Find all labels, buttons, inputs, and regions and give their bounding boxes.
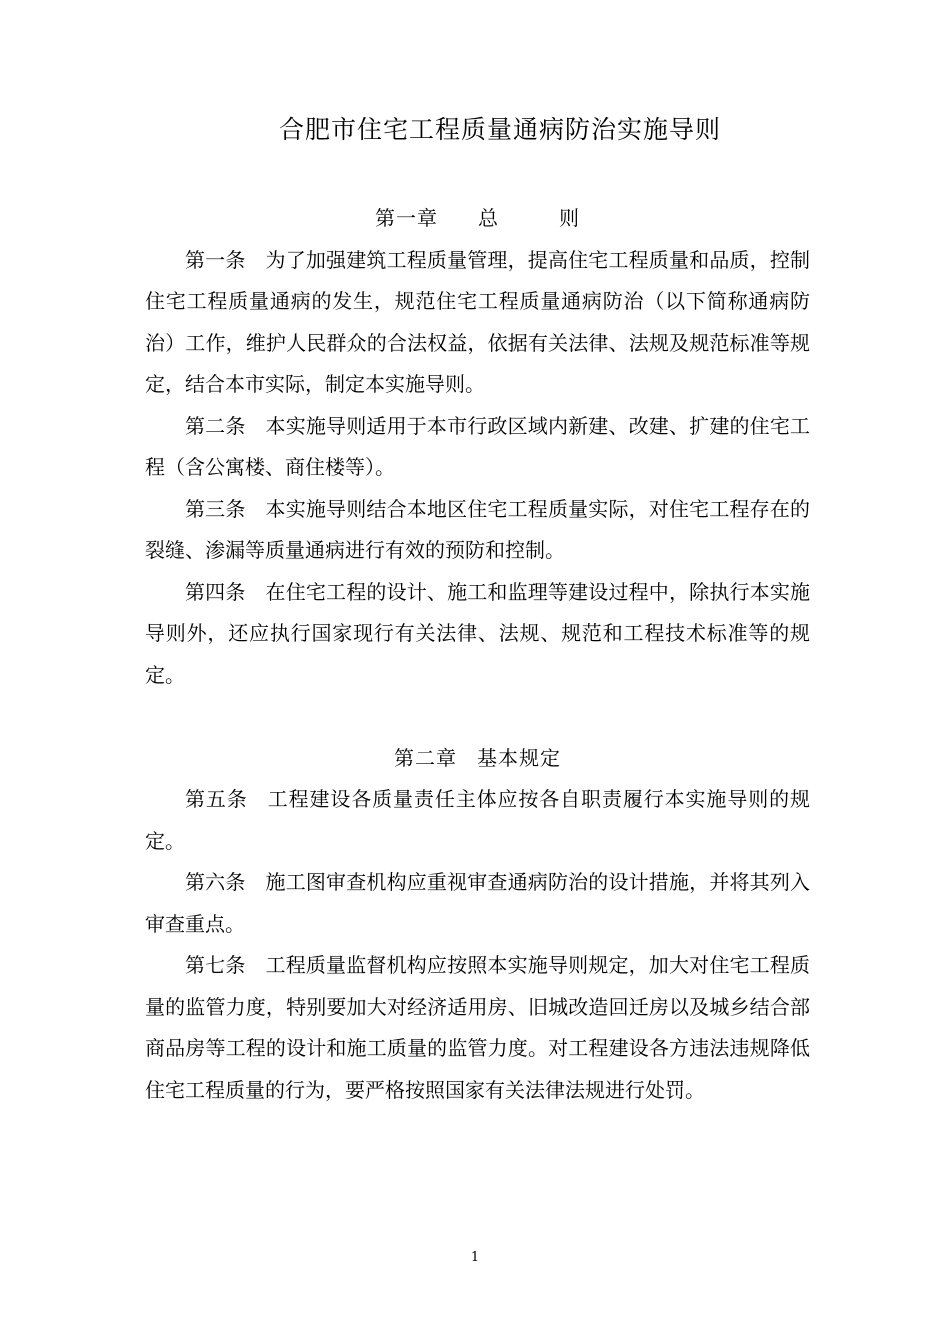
article-number: 第七条 xyxy=(185,953,246,977)
chapter-1-title-b: 则 xyxy=(559,206,580,230)
chapter-1-title-a: 总 xyxy=(478,206,499,230)
article-7 xyxy=(145,945,810,1111)
section-spacer xyxy=(145,696,810,738)
chapter-2-number: 第二章 xyxy=(394,745,457,770)
article-text: 工程建设各质量责任主体应按各自职责履行本实施导则的规定。 xyxy=(145,787,811,853)
article-text: 本实施导则适用于本市行政区域内新建、改建、扩建的住宅工程（含公寓楼、商住楼等）。 xyxy=(145,413,811,479)
article-5 xyxy=(145,779,810,862)
article-number: 第五条 xyxy=(185,787,248,811)
chapter-2-heading xyxy=(145,738,810,780)
chapter-1-number: 第一章 xyxy=(375,206,438,230)
article-number: 第二条 xyxy=(185,413,246,438)
document-body xyxy=(145,198,810,1111)
article-number: 第三条 xyxy=(185,496,246,521)
chapter-2-title: 基本规定 xyxy=(477,745,561,770)
article-2 xyxy=(145,406,810,489)
article-number: 第六条 xyxy=(185,870,246,894)
article-6 xyxy=(145,862,810,945)
page-number: 1 xyxy=(470,1250,480,1265)
article-number: 第一条 xyxy=(185,247,246,272)
article-text: 本实施导则结合本地区住宅工程质量实际，对住宅工程存在的裂缝、渗漏等质量通病进行有效的预防和控制。 xyxy=(145,496,811,562)
article-3 xyxy=(145,489,810,572)
article-1 xyxy=(145,240,810,406)
article-4 xyxy=(145,572,810,697)
article-text: 在住宅工程的设计、施工和监理等建设过程中，除执行本实施导则外，还应执行国家现行有关法律、法规、规范和工程技术标准等的规定。 xyxy=(145,579,811,687)
article-number: 第四条 xyxy=(185,579,246,604)
document-title: 合肥市住宅工程质量通病防治实施导则 xyxy=(278,115,721,144)
article-text: 施工图审查机构应重视审查通病防治的设计措施，并将其列入审查重点。 xyxy=(145,870,811,936)
chapter-1-heading xyxy=(145,198,810,240)
article-text: 为了加强建筑工程质量管理，提高住宅工程质量和品质，控制住宅工程质量通病的发生，规范住宅工程质量通病防治（以下简称通病防治）工作，维护人民群众的合法权益，依据有关法律、法规及规范标准等规定，结合本市实际，制定本实施导则。 xyxy=(145,247,811,396)
article-text: 工程质量监督机构应按照本实施导则规定，加大对住宅工程质量的监管力度，特别要加大对经济适用房、旧城改造回迁房以及城乡结合部商品房等工程的设计和施工质量的监管力度。对工程建设各方违法违规降低住宅工程质量的行为，要严格按照国家有关法律法规进行处罚。 xyxy=(145,953,811,1102)
